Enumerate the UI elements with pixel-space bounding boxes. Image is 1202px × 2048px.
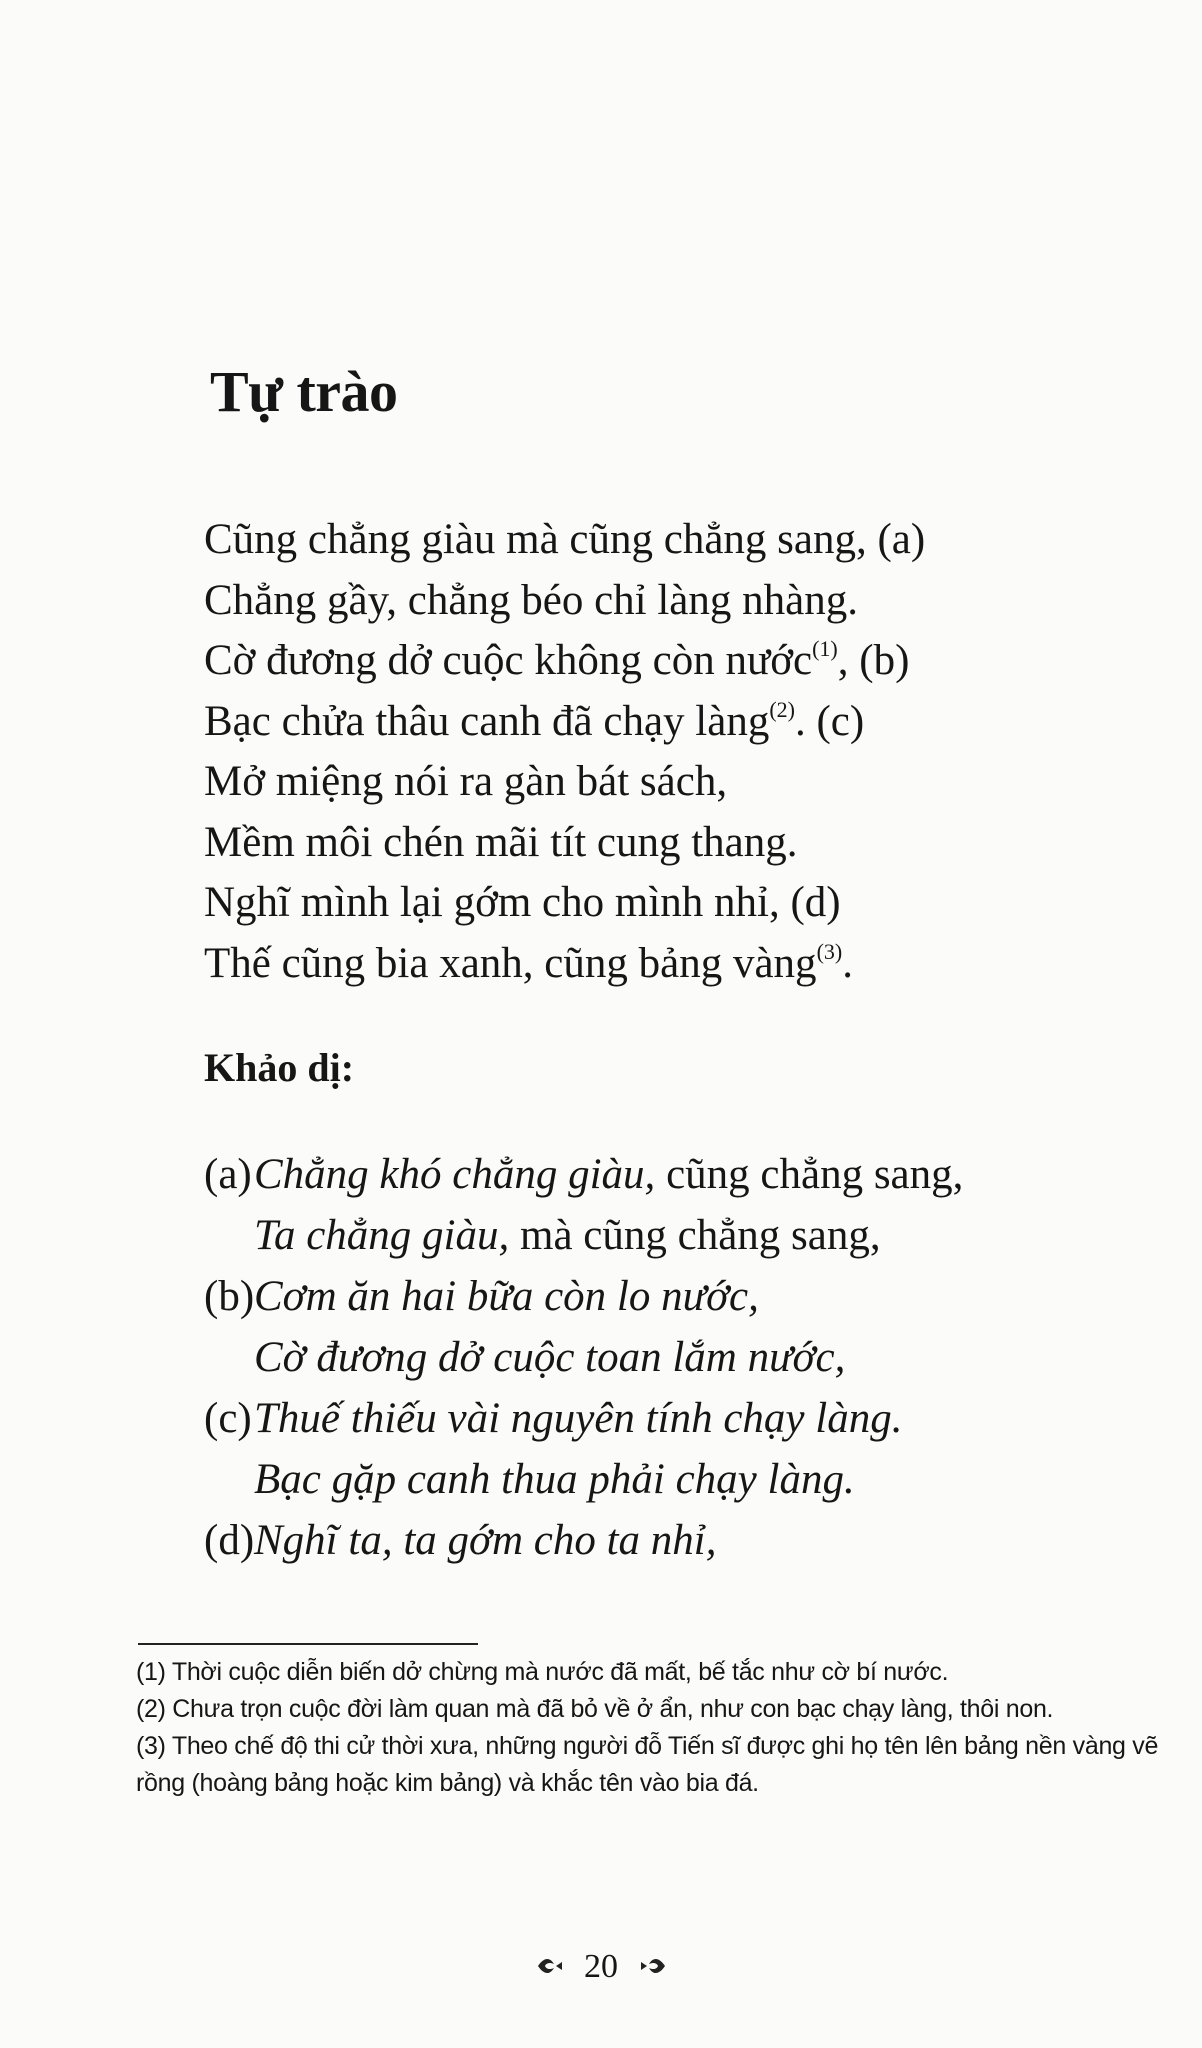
poem-title: Tự trào [210,359,398,424]
variant-italic-text: Bạc gặp canh thua phải chạy làng. [254,1456,855,1503]
poem-line: Chẳng gầy, chẳng béo chỉ làng nhàng. [204,576,858,624]
footnote-divider [138,1643,478,1645]
variant-line [204,1327,963,1388]
poem-body [204,510,925,994]
footnote-item: (1) Thời cuộc diễn biến dở chừng mà nước đã mất, bế tắc như cờ bí nước. [136,1658,949,1686]
footnote-ref: (2) [769,696,795,722]
variant-italic-text: Ta chẳng giàu, [254,1212,510,1259]
footnote-ref: (3) [816,938,843,964]
poem-line: Nghĩ mình lại gớm cho mình nhỉ, (d) [204,879,841,926]
poem-line: Mềm môi chén mãi tít cung thang. [204,818,798,866]
page-footer [0,1946,1202,1986]
poem-line: Bạc chửa thâu canh đã chạy làng$^{(2)}$. (c) [204,696,865,745]
footnote-item: (3) Theo chế độ thi cử thời xưa, những người đỗ Tiến sĩ được ghi họ tên lên bảng nền vàng vẽ rồng (hoàng bảng hoặc kim bảng) và khắc tên vào bia đá. [136,1732,1159,1797]
variant-readings [204,1144,963,1571]
footnote-ref: (1) [812,636,838,661]
left-ornament-icon [536,1948,570,1986]
poem-line: Cờ đương dở cuộc không còn nước$^{(1)}$, (b) [204,636,910,684]
variant-marker: (d) [204,1517,255,1564]
poem-line: Thế cũng bia xanh, cũng bảng vàng$^{(3)}$. [204,938,853,987]
variant-line [204,1449,963,1510]
variant-marker: (a) [204,1151,252,1198]
variant-italic-text: Thuế thiếu vài nguyên tính chạy làng. [254,1395,903,1442]
variant-plain-text: cũng chẳng sang, [655,1151,964,1198]
variant-italic-text: Chẳng khó chẳng giàu, [254,1151,656,1198]
variant-line [204,1205,963,1266]
variant-line [204,1388,963,1449]
footnotes [136,1654,1166,1802]
variant-line [204,1144,963,1205]
variant-italic-text: Cơm ăn hai bữa còn lo nước, [254,1273,759,1320]
variant-italic-text: Cờ đương dở cuộc toan lắm nước, [254,1334,846,1381]
variant-line [204,1510,963,1571]
variant-line [204,1266,963,1327]
page-number: 20 [584,1948,618,1986]
footnote-item: (2) Chưa trọn cuộc đời làm quan mà đã bỏ về ở ẩn, như con bạc chạy làng, thôi non. [136,1695,1054,1723]
variants-heading: Khảo dị: [204,1045,355,1090]
poem-line: Cũng chẳng giàu mà cũng chẳng sang, (a) [204,516,926,563]
variant-marker: (c) [204,1395,252,1442]
right-ornament-icon [633,1948,667,1986]
variant-plain-text: mà cũng chẳng sang, [509,1212,881,1259]
variant-italic-text: Nghĩ ta, ta gớm cho ta nhỉ, [254,1517,717,1564]
variant-marker: (b) [204,1273,255,1320]
poem-line: Mở miệng nói ra gàn bát sách, [204,758,728,805]
